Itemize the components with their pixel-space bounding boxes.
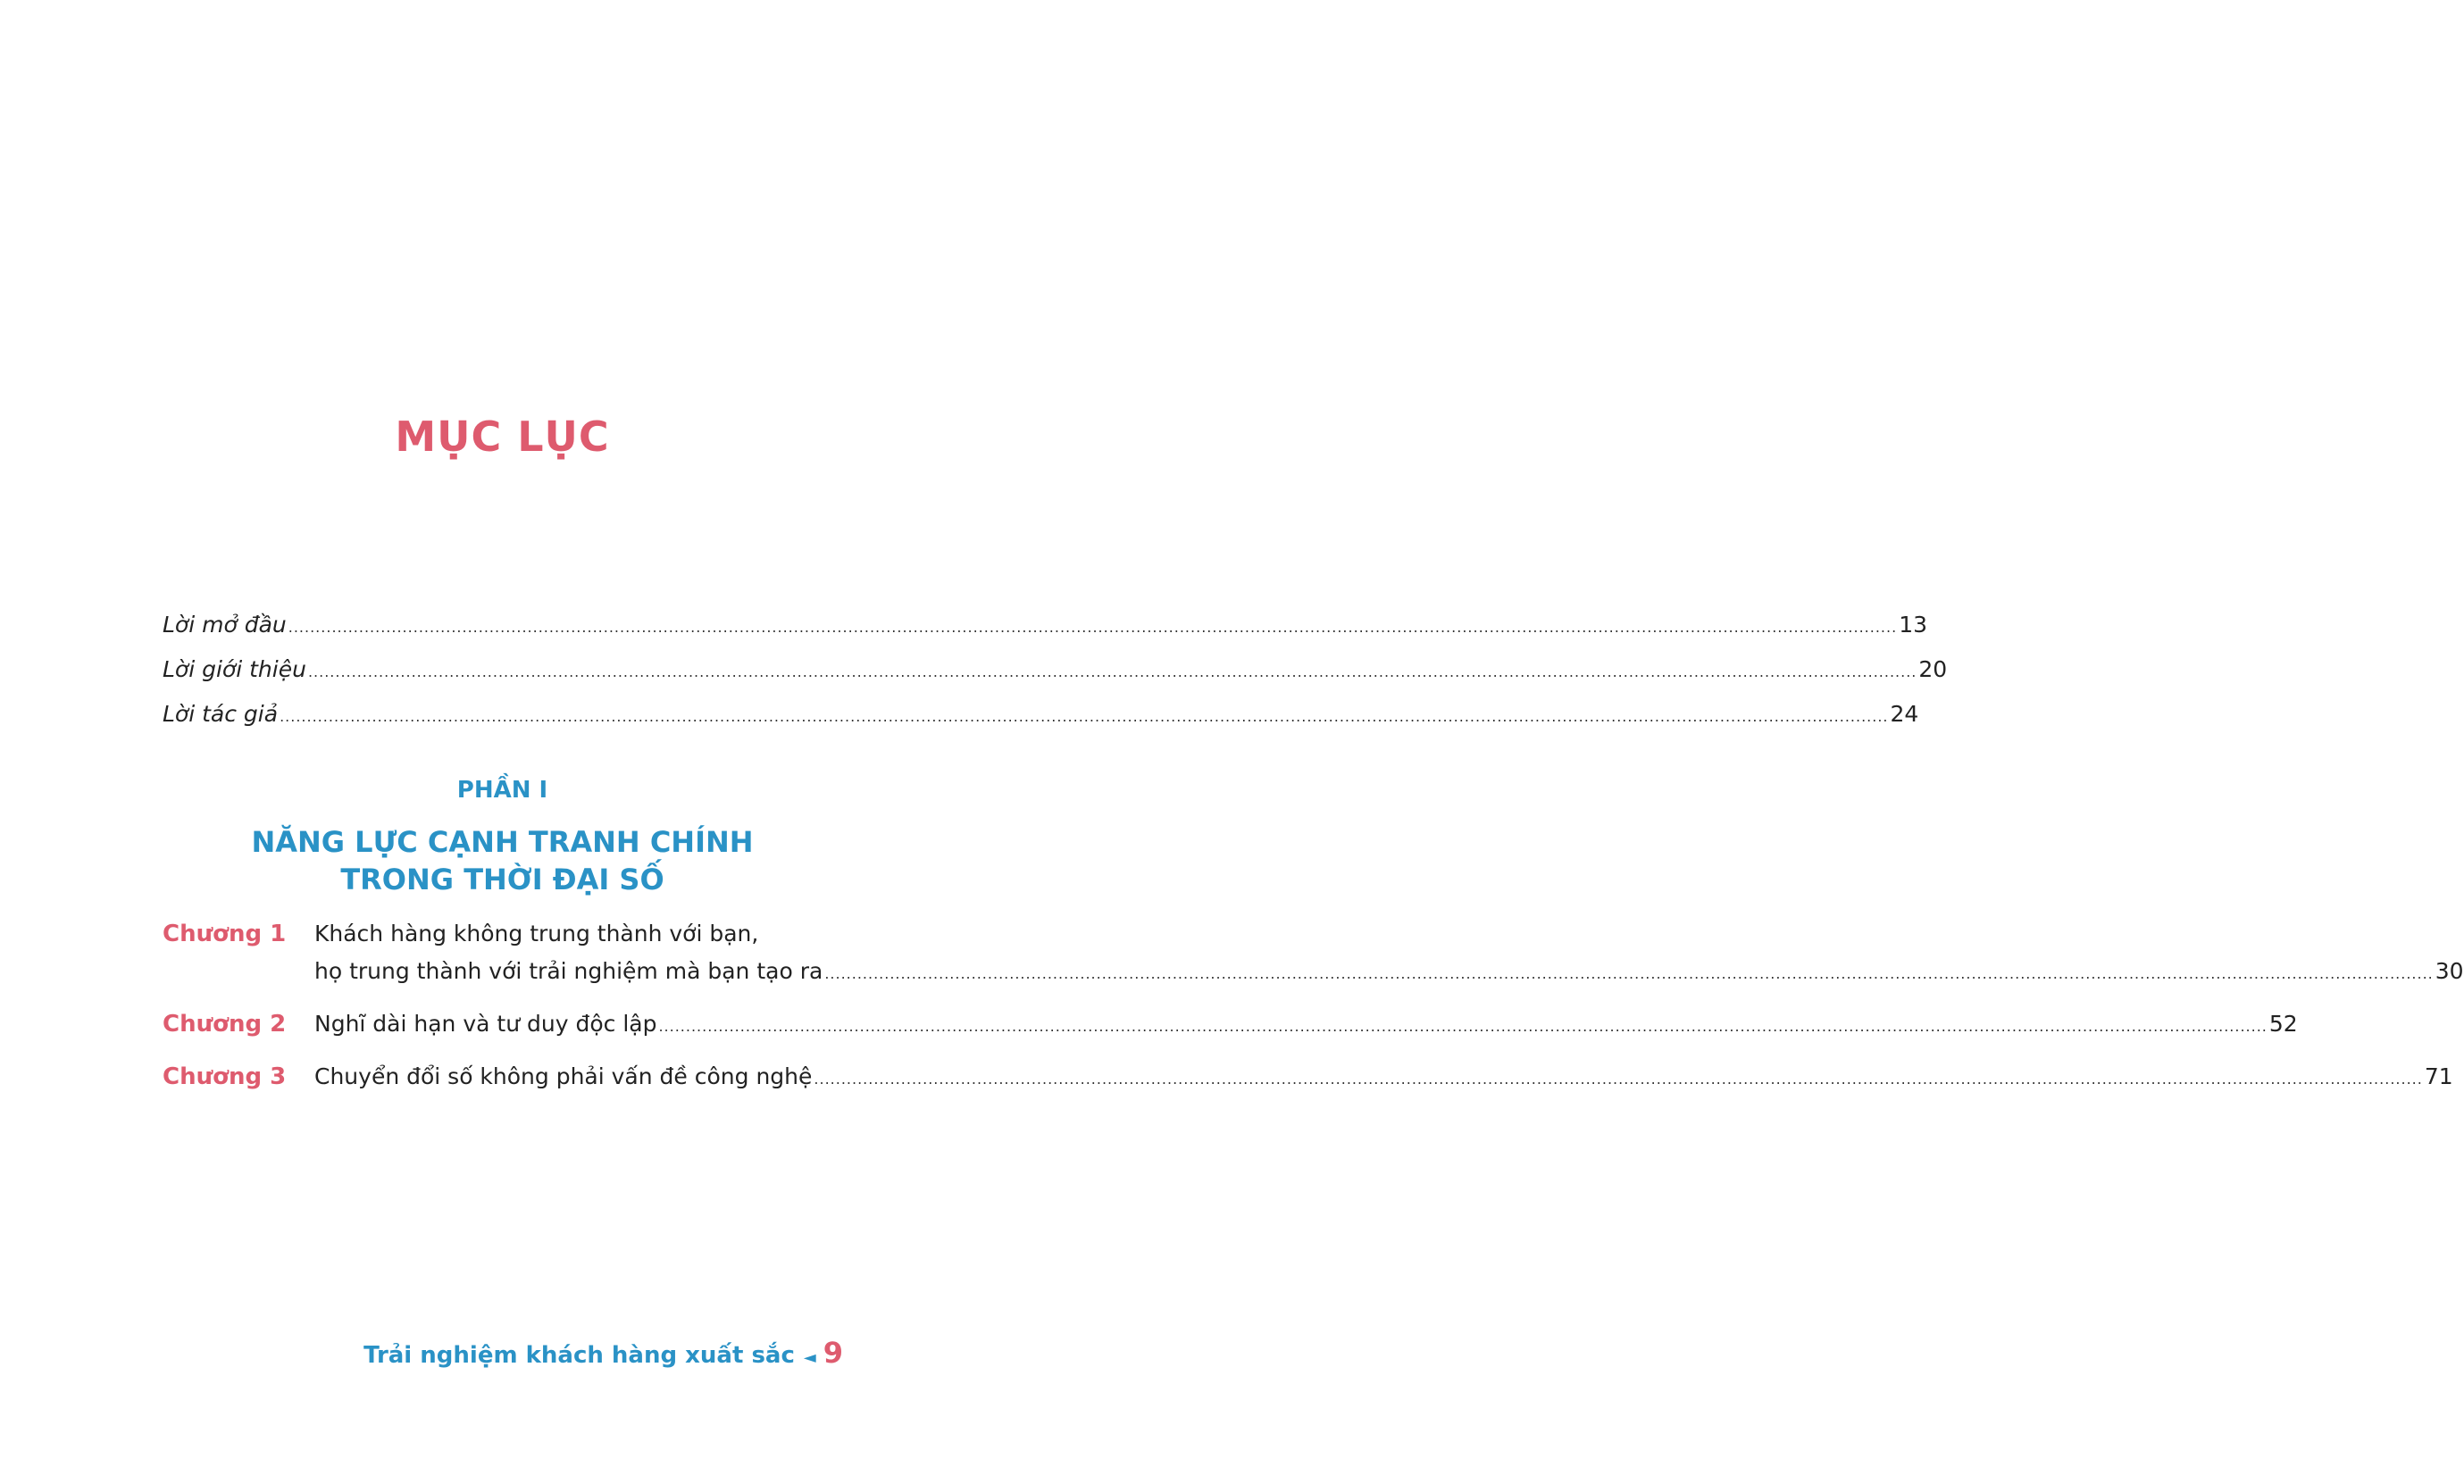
front-matter-page: 24 [1890,701,1919,727]
page-number: 9 [823,1336,843,1370]
dot-leader [814,1061,2422,1098]
dot-leader [308,663,1917,680]
dot-leader [658,1008,2267,1046]
part-title-line-2: TRONG THỜI ĐẠI SỐ [340,863,664,896]
chapter-label: Chương 1 [163,921,287,947]
front-matter-item[interactable] [163,656,1948,701]
dot-leader [288,619,1897,636]
chapter-label: Chương 2 [163,1011,287,1038]
chapter-body [314,1005,2298,1046]
front-matter-label: Lời giới thiệu [163,656,306,682]
chapter-page: 52 [2268,1011,2298,1037]
chapter-title-line-1 [314,1058,2453,1098]
chapter-item[interactable] [163,1058,2453,1098]
chapter-page: 30 [2435,958,2464,984]
part-title-line-1: NĂNG LỰC CẠNH TRANH CHÍNH [251,825,754,859]
chapter-title-text: họ trung thành với trải nghiệm mà bạn tạo ra [314,958,823,984]
front-matter-list [163,612,1948,746]
part-label: PHẦN I [456,777,548,804]
front-matter-label: Lời tác giả [163,701,279,727]
chapter-title-text: Khách hàng không trung thành với bạn, [314,921,759,946]
chapter-list [163,915,2464,1111]
dot-leader [824,955,2433,993]
chapter-item[interactable] [163,1005,2298,1046]
front-matter-page: 20 [1918,656,1948,682]
chapter-body [314,915,2464,993]
chapter-title-text: Nghĩ dài hạn và tư duy độc lập [314,1011,657,1037]
chapter-body [314,1058,2453,1098]
chapter-item[interactable] [163,915,2464,993]
front-matter-item[interactable] [163,701,1919,746]
front-matter-page: 13 [1899,612,1927,638]
page-title: MỤC LỤC [395,413,610,461]
chapter-title-line-1 [314,915,2464,953]
left-triangle-icon: ◄ [803,1348,816,1367]
dot-leader [280,708,1888,725]
chapter-title-line-2 [314,953,2464,993]
chapter-label: Chương 3 [163,1063,287,1090]
book-title: Trải nghiệm khách hàng xuất sắc [363,1342,795,1369]
front-matter-label: Lời mở đầu [163,612,287,638]
front-matter-item[interactable] [163,612,1927,656]
chapter-page: 71 [2424,1063,2453,1089]
chapter-title-line-1 [314,1005,2298,1046]
part-title [0,823,1005,898]
running-footer [363,1336,843,1370]
chapter-title-text: Chuyển đổi số không phải vấn đề công nghệ [314,1063,813,1089]
